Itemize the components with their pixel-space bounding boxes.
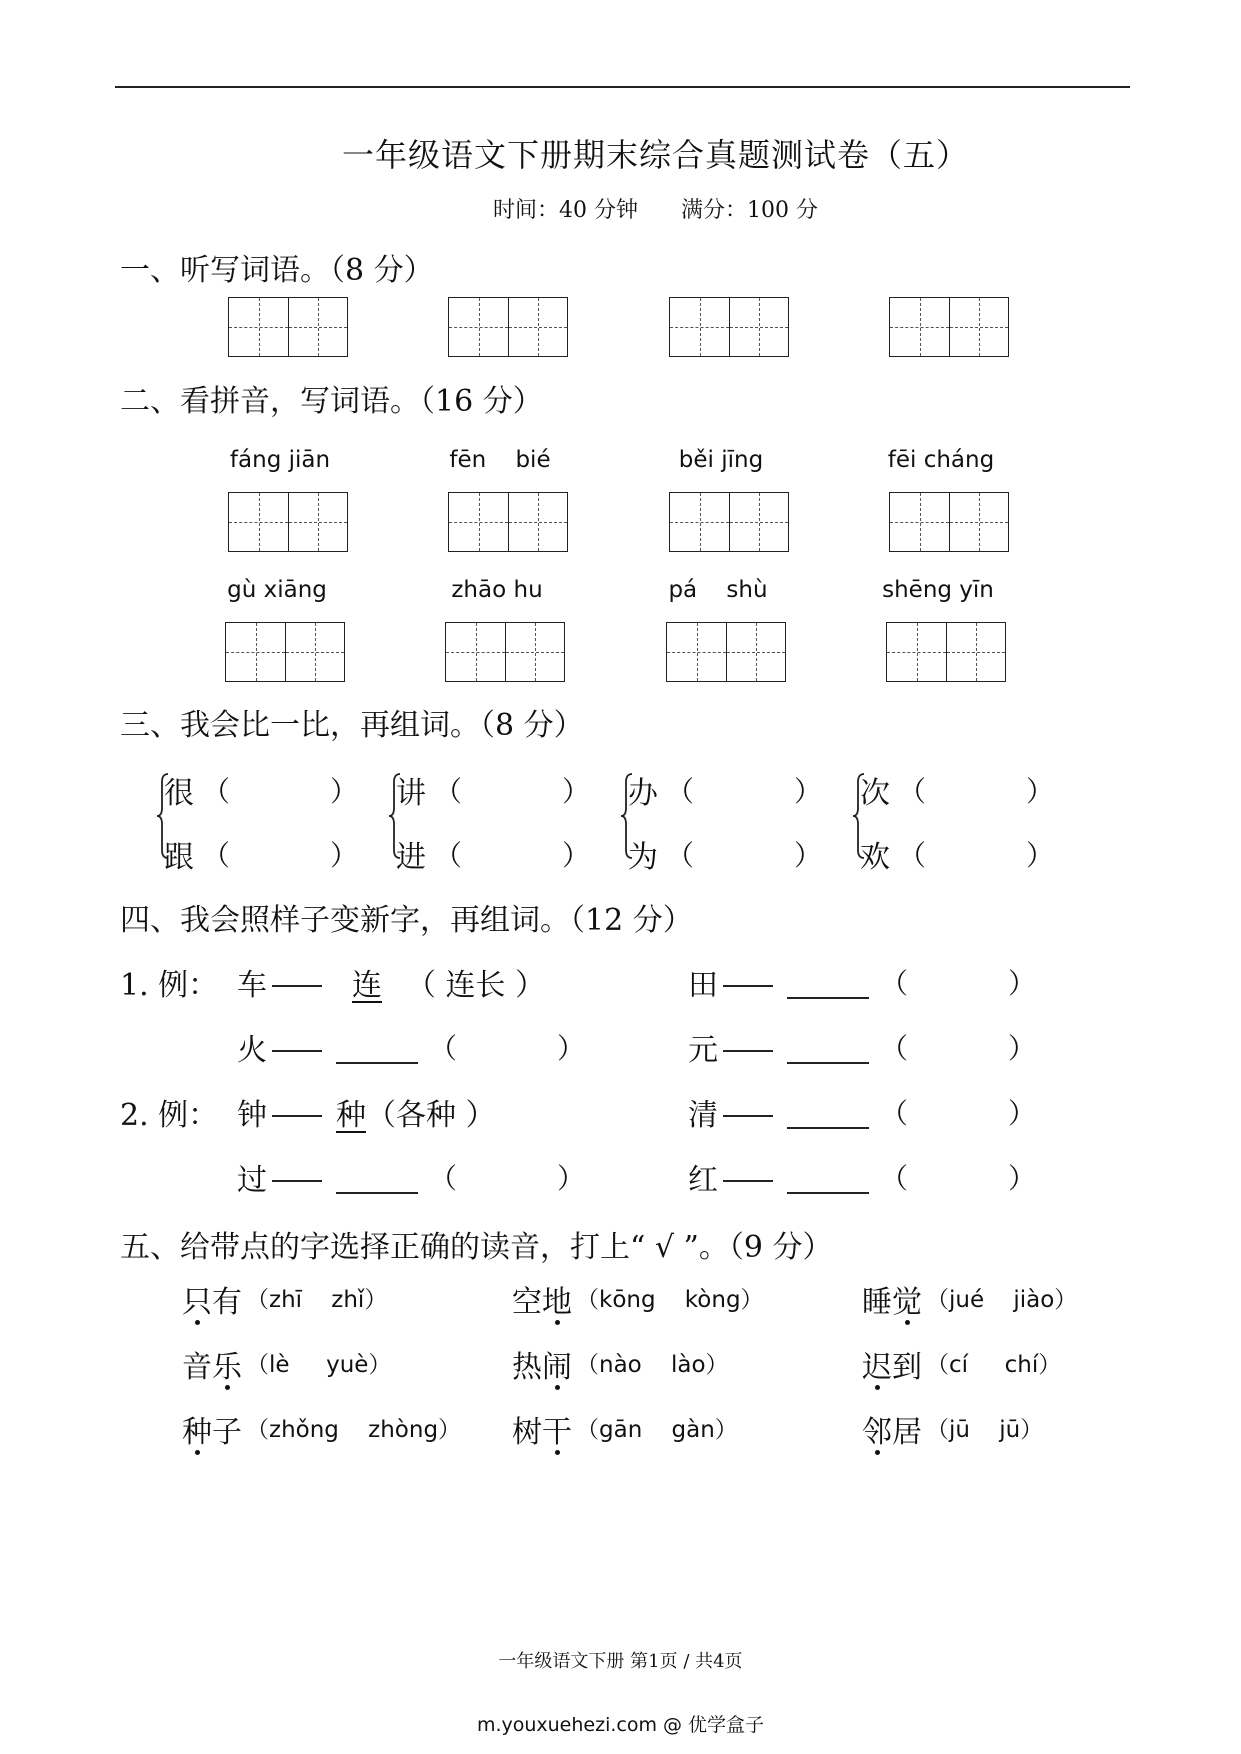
dash-line bbox=[723, 1115, 773, 1117]
pinyin-choices[interactable]: （cí chí） bbox=[926, 1352, 1062, 1378]
pinyin-choices[interactable]: （lè yuè） bbox=[246, 1352, 392, 1378]
answer-close-paren: ） bbox=[562, 775, 591, 808]
dash-line bbox=[272, 1115, 322, 1117]
answer-open-paren[interactable]: （ bbox=[666, 775, 695, 808]
section1-heading: 一、听写词语。（8 分） bbox=[120, 253, 434, 288]
dash-line bbox=[272, 1180, 322, 1182]
base-char: 红 bbox=[688, 1163, 718, 1198]
emphasis-dot bbox=[905, 1320, 910, 1325]
emphasis-dot bbox=[555, 1320, 560, 1325]
new-char-blank[interactable] bbox=[336, 1192, 418, 1194]
compare-char: 次 bbox=[860, 776, 890, 811]
answer-open-paren[interactable]: （ bbox=[429, 1032, 458, 1065]
section3-heading: 三、我会比一比，再组词。（8 分） bbox=[120, 708, 584, 743]
writing-box[interactable] bbox=[669, 297, 789, 357]
writing-box[interactable] bbox=[669, 492, 789, 552]
example1-new-char: 连 bbox=[352, 968, 382, 1003]
dotted-word: 热闹 bbox=[512, 1350, 572, 1385]
example2-word: （各种 ） bbox=[366, 1098, 496, 1133]
example1-label: 1. 例： bbox=[120, 968, 219, 1003]
compare-char: 跟 bbox=[164, 840, 194, 875]
dotted-word: 睡觉 bbox=[862, 1285, 922, 1320]
writing-box[interactable] bbox=[225, 622, 345, 682]
answer-open-paren[interactable]: （ bbox=[880, 1097, 909, 1130]
answer-close-paren: ） bbox=[1026, 839, 1055, 872]
answer-close-paren: ） bbox=[1026, 775, 1055, 808]
writing-box[interactable] bbox=[889, 492, 1009, 552]
example1-char: 车 bbox=[237, 968, 267, 1003]
pinyin-choices[interactable]: （kōng kòng） bbox=[576, 1287, 764, 1313]
example2-new-char: 种 bbox=[336, 1098, 366, 1133]
answer-close-paren: ） bbox=[557, 1032, 586, 1065]
answer-close-paren: ） bbox=[562, 839, 591, 872]
compare-char: 欢 bbox=[860, 840, 890, 875]
compare-char: 进 bbox=[396, 840, 426, 875]
example1-word: （ 连长 ） bbox=[406, 968, 546, 1003]
dash-line bbox=[272, 1050, 322, 1052]
section5-heading: 五、给带点的字选择正确的读音，打上“ √ ”。（9 分） bbox=[120, 1230, 833, 1265]
writing-box[interactable] bbox=[448, 492, 568, 552]
dotted-word: 种子 bbox=[182, 1415, 242, 1450]
answer-open-paren[interactable]: （ bbox=[880, 1032, 909, 1065]
new-char-blank[interactable] bbox=[336, 1062, 418, 1064]
pinyin-choices[interactable]: （gān gàn） bbox=[576, 1417, 738, 1443]
dash-line bbox=[723, 1180, 773, 1182]
example2-char: 钟 bbox=[237, 1098, 267, 1133]
dotted-word: 音乐 bbox=[182, 1350, 242, 1385]
answer-open-paren[interactable]: （ bbox=[434, 775, 463, 808]
emphasis-dot bbox=[875, 1450, 880, 1455]
section2-heading: 二、看拼音，写词语。（16 分） bbox=[120, 384, 543, 419]
compare-char: 办 bbox=[628, 776, 658, 811]
pinyin-label: gù xiāng bbox=[227, 577, 327, 603]
new-char-blank[interactable] bbox=[787, 1192, 869, 1194]
answer-close-paren: ） bbox=[794, 775, 823, 808]
writing-box[interactable] bbox=[889, 297, 1009, 357]
writing-box[interactable] bbox=[228, 492, 348, 552]
top-rule bbox=[115, 86, 1130, 88]
dotted-word: 空地 bbox=[512, 1285, 572, 1320]
exam-info bbox=[0, 193, 1241, 224]
dash-line bbox=[723, 1050, 773, 1052]
answer-open-paren[interactable]: （ bbox=[429, 1162, 458, 1195]
full-score: 满分：100 分 bbox=[681, 198, 818, 223]
pinyin-choices[interactable]: （zhǒng zhòng） bbox=[246, 1417, 462, 1443]
answer-close-paren: ） bbox=[1008, 1162, 1037, 1195]
pinyin-choices[interactable]: （nào lào） bbox=[576, 1352, 729, 1378]
pinyin-label: zhāo hu bbox=[451, 577, 543, 603]
answer-open-paren[interactable]: （ bbox=[434, 839, 463, 872]
time-limit: 时间：40 分钟 bbox=[493, 198, 638, 223]
dotted-word: 迟到 bbox=[862, 1350, 922, 1385]
writing-box[interactable] bbox=[886, 622, 1006, 682]
dash-line bbox=[723, 985, 773, 987]
emphasis-dot bbox=[555, 1385, 560, 1390]
base-char: 元 bbox=[688, 1033, 718, 1068]
answer-open-paren[interactable]: （ bbox=[202, 839, 231, 872]
dotted-word: 邻居 bbox=[862, 1415, 922, 1450]
dotted-word: 只有 bbox=[182, 1285, 242, 1320]
writing-box[interactable] bbox=[448, 297, 568, 357]
page-title: 一年级语文下册期末综合真题测试卷（五） bbox=[341, 136, 969, 174]
new-char-blank[interactable] bbox=[787, 1127, 869, 1129]
dash-line bbox=[272, 985, 322, 987]
base-char: 过 bbox=[237, 1163, 267, 1198]
base-char: 清 bbox=[688, 1098, 718, 1133]
pinyin-label: shēng yīn bbox=[882, 577, 994, 603]
answer-close-paren: ） bbox=[330, 775, 359, 808]
emphasis-dot bbox=[225, 1385, 230, 1390]
watermark: m.youxuehezi.com @ 优学盒子 bbox=[476, 1714, 765, 1736]
answer-open-paren[interactable]: （ bbox=[898, 775, 927, 808]
answer-close-paren: ） bbox=[1008, 967, 1037, 1000]
writing-box[interactable] bbox=[666, 622, 786, 682]
pinyin-label: fēn bié bbox=[449, 447, 551, 473]
answer-close-paren: ） bbox=[794, 839, 823, 872]
page-footer: 一年级语文下册 第1页 / 共4页 bbox=[498, 1651, 743, 1672]
compare-char: 为 bbox=[628, 840, 658, 875]
dotted-word: 树干 bbox=[512, 1415, 572, 1450]
writing-box[interactable] bbox=[445, 622, 565, 682]
emphasis-dot bbox=[555, 1450, 560, 1455]
answer-close-paren: ） bbox=[330, 839, 359, 872]
section4-heading: 四、我会照样子变新字，再组词。（12 分） bbox=[120, 903, 693, 938]
emphasis-dot bbox=[195, 1450, 200, 1455]
emphasis-dot bbox=[875, 1385, 880, 1390]
base-char: 火 bbox=[237, 1033, 267, 1068]
emphasis-dot bbox=[195, 1320, 200, 1325]
answer-open-paren[interactable]: （ bbox=[898, 839, 927, 872]
writing-box[interactable] bbox=[228, 297, 348, 357]
answer-open-paren[interactable]: （ bbox=[880, 1162, 909, 1195]
compare-char: 很 bbox=[164, 776, 194, 811]
pinyin-choices[interactable]: （jū jū） bbox=[926, 1417, 1044, 1443]
example2-label: 2. 例： bbox=[120, 1098, 219, 1133]
example2-rest bbox=[336, 1090, 496, 1134]
pinyin-label: pá shù bbox=[668, 577, 768, 603]
answer-open-paren[interactable]: （ bbox=[202, 775, 231, 808]
pinyin-choices[interactable]: （jué jiào） bbox=[926, 1287, 1078, 1313]
pinyin-label: fáng jiān bbox=[229, 447, 331, 473]
pinyin-label: běi jīng bbox=[678, 447, 764, 473]
answer-close-paren: ） bbox=[1008, 1097, 1037, 1130]
answer-open-paren[interactable]: （ bbox=[880, 967, 909, 1000]
pinyin-label: fēi cháng bbox=[887, 447, 995, 473]
answer-open-paren[interactable]: （ bbox=[666, 839, 695, 872]
new-char-blank[interactable] bbox=[787, 997, 869, 999]
answer-close-paren: ） bbox=[557, 1162, 586, 1195]
new-char-blank[interactable] bbox=[787, 1062, 869, 1064]
compare-char: 讲 bbox=[396, 776, 426, 811]
pinyin-choices[interactable]: （zhī zhǐ） bbox=[246, 1287, 388, 1313]
base-char: 田 bbox=[688, 968, 718, 1003]
answer-close-paren: ） bbox=[1008, 1032, 1037, 1065]
